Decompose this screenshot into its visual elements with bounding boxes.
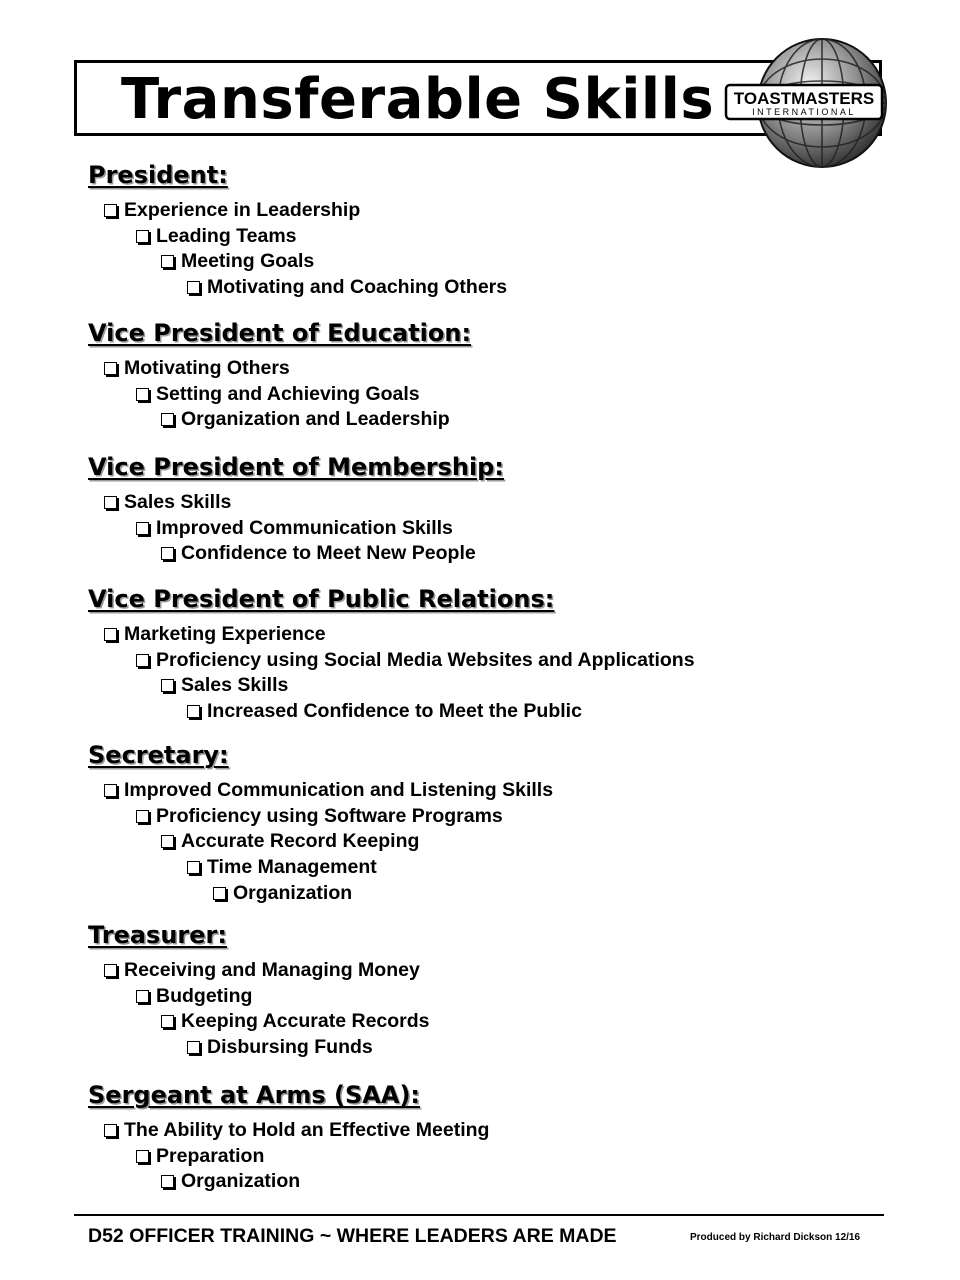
logo-text-main: TOASTMASTERS (733, 89, 875, 108)
skill-item-label: Improved Communication and Listening Skills (124, 779, 554, 801)
skill-item-label: Keeping Accurate Records (181, 1010, 430, 1033)
skill-item-label: Sales Skills (181, 674, 289, 697)
checkbox-icon[interactable] (213, 887, 226, 900)
skill-section (88, 1080, 489, 1195)
skill-item-label: Accurate Record Keeping (181, 830, 420, 853)
footer-slogan: D52 OFFICER TRAINING ~ WHERE LEADERS ARE MADE (88, 1225, 617, 1247)
skill-list (88, 198, 507, 301)
section-heading: Treasurer: (88, 921, 227, 949)
skill-item-label: Motivating and Coaching Others (207, 276, 508, 299)
skill-list (88, 778, 553, 906)
skill-item (88, 622, 695, 648)
skill-item (88, 490, 504, 516)
checkbox-icon[interactable] (104, 1124, 117, 1137)
section-heading: Vice President of Education: (88, 319, 472, 347)
skill-item-label: Improved Communication Skills (156, 516, 453, 539)
checkbox-icon[interactable] (104, 784, 117, 797)
toastmasters-logo (720, 37, 888, 169)
checkbox-icon[interactable] (161, 1175, 174, 1188)
skill-section (88, 452, 504, 567)
skill-section (88, 920, 430, 1061)
section-heading: Sergeant at Arms (SAA): (88, 1081, 421, 1109)
skill-item-label: Budgeting (156, 984, 253, 1007)
skill-item (88, 984, 430, 1010)
skill-item (88, 1118, 489, 1144)
skill-item (88, 356, 471, 382)
skill-item-label: The Ability to Hold an Effective Meeting (124, 1119, 490, 1141)
skill-section (88, 318, 471, 433)
skill-list (88, 958, 430, 1061)
skill-item (88, 382, 471, 408)
skill-item-label: Increased Confidence to Meet the Public (207, 700, 582, 723)
checkbox-icon[interactable] (136, 522, 149, 535)
skill-item-label: Organization (233, 881, 353, 904)
skill-item (88, 1035, 430, 1061)
skill-item-label: Experience in Leadership (124, 199, 361, 221)
checkbox-icon[interactable] (136, 1150, 149, 1163)
checkbox-icon[interactable] (136, 230, 149, 243)
skill-item (88, 541, 504, 567)
skill-item (88, 275, 507, 301)
skill-item (88, 1169, 489, 1195)
skill-item (88, 881, 553, 907)
skill-section (88, 740, 553, 906)
checkbox-icon[interactable] (187, 705, 200, 718)
checkbox-icon[interactable] (187, 861, 200, 874)
section-heading: Secretary: (88, 741, 229, 769)
skill-item (88, 198, 507, 224)
skill-section (88, 160, 507, 301)
logo-text-sub: INTERNATIONAL (752, 107, 856, 117)
skill-item (88, 855, 553, 881)
skill-list (88, 622, 695, 725)
skill-item-label: Setting and Achieving Goals (156, 382, 420, 405)
section-heading: Vice President of Public Relations: (88, 585, 555, 613)
skill-list (88, 1118, 489, 1195)
skill-item-label: Meeting Goals (181, 250, 315, 273)
skill-item-label: Marketing Experience (124, 623, 326, 645)
section-heading: President: (88, 161, 228, 189)
skill-item-label: Disbursing Funds (207, 1036, 373, 1059)
checkbox-icon[interactable] (104, 628, 117, 641)
skill-item-label: Leading Teams (156, 224, 297, 247)
checkbox-icon[interactable] (136, 388, 149, 401)
skill-item (88, 407, 471, 433)
skill-item (88, 699, 695, 725)
checkbox-icon[interactable] (161, 255, 174, 268)
checkbox-icon[interactable] (136, 990, 149, 1003)
skill-item (88, 516, 504, 542)
skill-item-label: Motivating Others (124, 357, 290, 379)
footer-divider (74, 1214, 884, 1216)
checkbox-icon[interactable] (136, 810, 149, 823)
checkbox-icon[interactable] (104, 964, 117, 977)
skill-item-label: Organization and Leadership (181, 408, 450, 431)
checkbox-icon[interactable] (187, 281, 200, 294)
checkbox-icon[interactable] (161, 835, 174, 848)
page-title: Transferable Skills (121, 67, 715, 132)
skill-item (88, 829, 553, 855)
checkbox-icon[interactable] (161, 1015, 174, 1028)
skill-list (88, 356, 471, 433)
skill-item (88, 249, 507, 275)
skill-item (88, 804, 553, 830)
skill-item (88, 778, 553, 804)
skill-item (88, 1009, 430, 1035)
checkbox-icon[interactable] (161, 413, 174, 426)
skill-section (88, 584, 695, 725)
skill-item-label: Organization (181, 1170, 301, 1193)
skill-item (88, 958, 430, 984)
skill-item-label: Proficiency using Software Programs (156, 804, 503, 827)
skill-item-label: Receiving and Managing Money (124, 959, 420, 981)
skill-item (88, 673, 695, 699)
checkbox-icon[interactable] (104, 496, 117, 509)
skill-item (88, 224, 507, 250)
skill-item (88, 648, 695, 674)
checkbox-icon[interactable] (104, 204, 117, 217)
skill-item-label: Proficiency using Social Media Websites and Applications (156, 648, 695, 671)
checkbox-icon[interactable] (187, 1041, 200, 1054)
checkbox-icon[interactable] (136, 654, 149, 667)
skill-item-label: Sales Skills (124, 491, 232, 513)
skill-item-label: Confidence to Meet New People (181, 542, 476, 565)
skill-item-label: Time Management (207, 856, 377, 879)
skill-list (88, 490, 504, 567)
checkbox-icon[interactable] (104, 362, 117, 375)
skill-item-label: Preparation (156, 1144, 265, 1167)
checkbox-icon[interactable] (161, 679, 174, 692)
footer-credit: Produced by Richard Dickson 12/16 (690, 1232, 861, 1243)
checkbox-icon[interactable] (161, 547, 174, 560)
section-heading: Vice President of Membership: (88, 453, 504, 481)
skill-item (88, 1144, 489, 1170)
